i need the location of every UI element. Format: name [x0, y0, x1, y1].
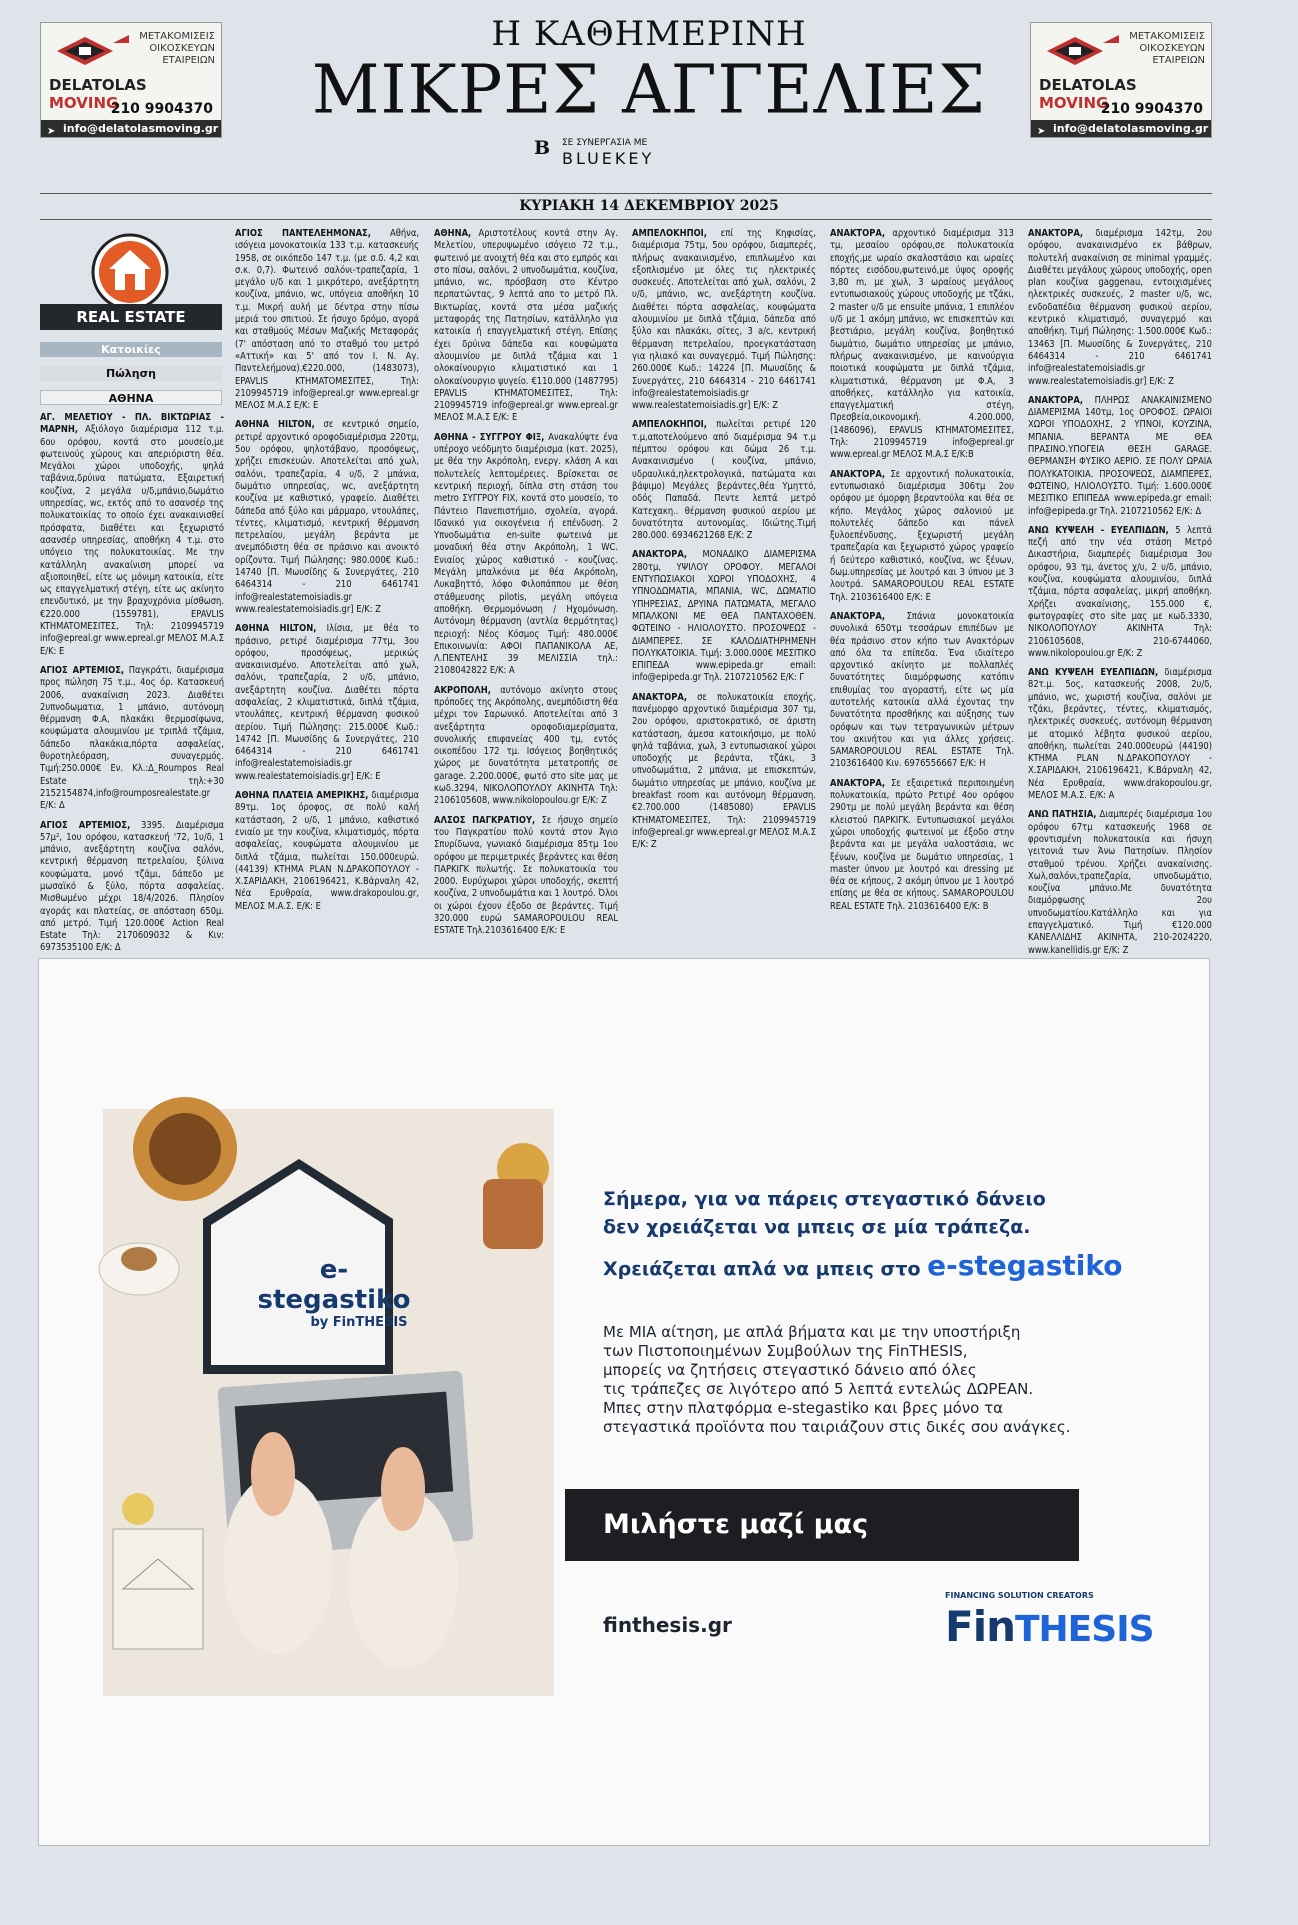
- classified-ad: ΑΝΑΚΤΟΡΑ, Σε εξαιρετικά περιποιημένη πολυκατοικία, πρώτο Ρετιρέ 4ου ορόφου 290τμ με πολύ μεγάλη βεράντα και θέση κλειστού ΠΑΡΚΙΓΚ. Εντυπωσιακοί μεγάλοι χώροι υποδοχής φωτεινοί με έξοδο στην βεράντα και με μεγάλα υαλοστάσια, wc ξένων, κουζίνα με δωμάτιο υπηρεσίας, 1 master ύπνου με λουτρό και dressing με θέα σε κήπους, 2 ακόμη ύπνου με 1 λουτρό επίσης με θέα σε κήπους. SAMAROPOULOU REAL ESTATE Τηλ. 2103616400 E/K: B: [830, 777, 1015, 912]
- classified-ad: ΑΝΩ ΠΑΤΗΣΙΑ, Διαμπερές διαμέρισμα 1ου ορόφου 67τμ κατασκευής 1968 σε φροντισμένη πολυκατοικία και ήσυχη γειτονιά των Άνω Πατησίων. Πλησίον σταθμού τρένου. Χρήζει ανακαίνισης. Χωλ,σαλόνι,τραπεζαρία, υπνοδωμάτιο, κουζίνα μπάνιο.Με δυνατότητα διαμόρφωσης 2ου υπνοδωματίου.Κατάλληλο και για επαγγελματικό. Τιμή €120.000 ΚΑΝΕΛΛΙΔΗΣ ΑΚΙΝΗΤΑ, 210-2024220, www.kanellidis.gr E/K: Z: [1028, 809, 1212, 956]
- classified-ad: ΑΜΠΕΛΟΚΗΠΟΙ, επί της Κηφισίας, διαμέρισμα 75τμ, 5ου ορόφου, διαμπερές, πλήρως ανακαινισμένο, επιπλωμένο και εξοπλισμένο με όλες τις ηλεκτρικές συσκευές. Αποτελείται από χωλ, σαλόνι, 2 υ/δ, μπάνιο, wc, ανεξάρτητη κουζίνα. Διαθέτει πόρτα ασφαλείας, κουφώματα αλουμινίου με διπλά τζάμια, δάπεδα από ξύλο και πλακάκι, σίτες, 3 a/c, κεντρική θέρμανση πετρελαίου, προεγκατάσταση για ηλιακό και συναγερμό. Τιμή Πώλησης: 260.000€ Κωδ.: 14224 [Π. Μωυσίδης & Συνεργάτες, 210 6464314 - 210 6461741 info@realestatemoisiadis.gr www.realestatemoisiadis.gr] E/K: Z: [632, 228, 817, 412]
- screen-by-fin: by Fin: [310, 1315, 356, 1330]
- masthead-title: ΜΙΚΡΕΣ ΑΓΓΕΛΙΕΣ: [311, 50, 987, 129]
- ad-brand-moving: MOVING: [49, 94, 119, 112]
- ad-email[interactable]: info@delatolasmoving.gr: [63, 122, 219, 135]
- divider: [40, 193, 1212, 194]
- classified-ad: ΑΝΑΚΤΟΡΑ, Σε αρχοντική πολυκατοικία, εντυπωσιακό διαμέρισμα 306τμ 2ου ορόφου με όμορφη βεραντούλα και θέα σε κήπο. Μεγάλος χώρος σαλονιού με πολυτελές δάπεδο και πάνελ ξυλοεπένδυσης, ξεχωριστή μεγάλη τραπεζαρία και ξεχωριστό χώρος γραφείο ή δεύτερο καθιστικό, κουζίνα, wc ξένων, δωμ.υπηρεσίας με λουτρό και 3 ύπνου με 3 λουτρά. SAMAROPOULOU REAL ESTATE Τηλ. 2103616400 E/K: E: [830, 468, 1015, 603]
- classifieds-column-2: [235, 228, 419, 928]
- ad-headline-3: Χρειάζεται απλά να μπεις στο: [603, 1258, 928, 1280]
- screen-logo: [249, 1255, 419, 1331]
- classified-ad: ΑΘΗΝΑ, Αριστοτέλους κοντά στην Αγ. Μελετίου, υπερυψωμένο ισόγειο 72 τ.μ., φωτεινό με ανοιχτή θέα και στο εμπρός και στο πίσω, σαλόνι, 2 υπνοδωμάτια, κουζίνα, μπάνιο, wc, πρόσβαση στο Κέντρο περπατώντας, 9 λεπτά απο το μετρό Πλ. Βικτωρίας, κοντά στα μέσα μαζικής μεταφοράς της Πατησίων, κατάλληλο για κατοικία ή επαγγελματική στέγη. Επίσης έχει δρύινα δάπεδα και κουφώματα αλουμινίου με διπλά τζάμια και 1 ολοκαίνουργιο κλιματιστικό και 1 ολοκαίνουργιο ψυγείο. €110.000 (1487795) EPAVLIS KTHMATOMEΣΙΤΕΣ, Τηλ: 2109945719 info@epreal.gr www.epreal.gr ΜΕΛΟΣ Μ.Α.Σ E/K: E: [434, 228, 618, 424]
- ad-email-bar[interactable]: [41, 120, 221, 137]
- classified-ad: ΑΘΗΝΑ - ΣΥΓΓΡΟΥ ΦΙΞ, Ανακαλύψτε ένα υπέροχο νεόδμητο διαμέρισμα (κατ. 2025), με θέα την Ακρόπολη, ενεργ. κλάση Α και πολυτελείς λεπτομέρειες. Βρίσκεται σε κεντρική περιοχή, δίπλα στη στάση του metro ΣΥΓΓΡΟΥ FIX, κοντά στο μουσείο, το Πάντειο Πανεπιστήμιο, σχολεία, αγορά. Ιδανικό για οικογένεια ή επένδυση. 2 Υπνοδωμάτια en-suite φωτεινά με μοναδική θέα στην Ακρόπολη, 1 WC. Ενιαίος χώρος καθιστικό - κουζίνας. Μεγάλη μπαλκόνια με θέα Ακρόπολη, Λυκαβηττό, λόφο Φιλοπάππου με θέση στάθμευσης pilotis, μεγάλη υπόγεια αποθήκη. Θερμομόνωση / Ηχομόνωση. Αυτόνομη θέρμανση (αντλία θερμότητας) περιοχή: Νέος Κόσμος Τιμή: 480.000€ Επικοινωνία: ΑΦΟΙ ΠΑΠΑΝΙΚΟΛΑ ΑΕ, Λ.ΠΕΝΤΕΛΗΣ 39 ΜΕΛΙΣΣΙΑ τηλ.: 2108042822 E/K: A: [434, 431, 618, 677]
- ad-body-6: στεγαστικά προϊόντα που ταιριάζουν στις δικές σου ανάγκες.: [603, 1418, 1071, 1436]
- classified-ad: ΑΓΙΟΣ ΑΡΤΕΜΙΟΣ, Παγκράτι, διαμέρισμα προς πώληση 75 τ.μ., 4ος όρ. Κατασκευή 2006, ανακαίνιση 2023. Διαθέτει 2υπνοδωματια, 1 μπάνιο, αυτόνομη θέρμανση Φ.Α, πλακάκι θερμοσίφωνα, κουφώματα αλουμινίου με τριπλά τζάμια, δάπεδο πλακάκια,πόρτα ασφαλείας, θυροτηλεόραση, συναγερμός. Τιμή:250.000€ Εν. Κλ.:Δ_Roumpos Real Estate τηλ:+30 2152154874,info@roumposrealestate.gr E/K: Δ: [40, 664, 225, 812]
- ad-brand: DELATOLAS: [1039, 76, 1137, 94]
- classified-ad: ΑΛΣΟΣ ΠΑΓΚΡΑΤΙΟΥ, Σε ήσυχο σημείο του Παγκρατίου πολύ κοντά στον Άγιο Σπυρίδωνα, γωνιακό διαμέρισμα 85τμ 1ου ορόφου με περιμετρικές βεράντες και θέση ΠΑΡΚΙΓΚ πυλωτής. Σε πολυκατοικία του 2000. Ευρύχωροι χώροι υποδοχής, σκεπτή κουζίνα, 2 υπνοδωμάτια και 1 λουτρό. Όλοι οι χώροι έχουν έξοδο σε βεράντες. Τιμή 320.000 ευρώ SAMAROPOULOU REAL ESTATE Τηλ.2103616400 E/K: E: [434, 814, 618, 937]
- website-link[interactable]: finthesis.gr: [603, 1613, 732, 1637]
- ad-headline-product: e-stegastiko: [927, 1249, 1123, 1282]
- ad-headline-2: δεν χρειάζεται να μπεις σε μία τράπεζα.: [603, 1216, 1031, 1238]
- arrow-icon: ➤: [1037, 126, 1046, 137]
- ad-email[interactable]: info@delatolasmoving.gr: [1053, 122, 1209, 135]
- ad-phone: 210 9904370: [110, 101, 213, 117]
- screen-by-thesis: THESIS: [355, 1315, 408, 1330]
- partner-prefix: ΣΕ ΣΥΝΕΡΓΑΣΙΑ ΜΕ: [562, 138, 648, 148]
- classified-ad: ΑΝΑΚΤΟΡΑ, αρχοντικό διαμέρισμα 313 τμ, μεσαίου ορόφου,σε πολυκατοικία εποχής,με ωραίο σκαλοστάσιο και ωραίες πόρτες εισόδου,φωτεινό,με ύψος οροφής 3,80 m, με χωλ, 3 ωραίους μεγάλους εντυπωσιακούς χώρους υποδοχής με τζάκι, 2 master υ/δ με ensuite μπάνια, 1 επιπλέον υ/δ με 1 ακόμη μπάνιο, wc επισκεπτών και βεστιάριο, μεγάλη κουζίνα, βοηθητικό δωμάτιο, δωμάτιο υπηρεσίας με μπάνιο, πλήρως ανακαινισμένο, με καινούργια ποιοτικά κουφώματα με διπλά τζάμια, κλιματιστικά, θέρμανση με Φ.Α, 3 αποθήκες, κατάλληλο για κατοικία, επαγγελματική στέγη, Πρεσβεία,οικονομική. 4.200.000,(1486096), EPAVLIS KTHMATOMEΣΙΤΕΣ, Τηλ: 2109945719 info@epreal.gr www.epreal.gr ΜΕΛΟΣ Μ.Α.Σ E/K:B: [830, 228, 1014, 461]
- classified-ad: ΑΝΩ ΚΥΨΕΛΗ ΕΥΕΛΠΙΔΩΝ, διαμέρισμα 82τ.μ. 5ος, κατασκευής 2008, 2υ/δ, μπάνιο, wc, χωριστή κουζίνα, σαλόνι με τζάκι, βεράντες, τέντες, κλιματισμός, ηλεκτρικές συσκευές, αυτόνομη θέρμανση με ατομικό λέβητα φυσικού αερίου, αποθήκη, πωλείται 240.000ευρώ (44190) ΚΤΗΜΑ PLAN Ν.ΔΡΑΚΟΠΟΥΛΟΥ - Χ.ΣΑΡΙΔΑΚΗ, 2106196421, Κ.Βάρναλη 42, Νέα Ερυθραία, www.drakopoulou.gr, ΜΕΛΟΣ Μ.Α.Σ. E/K: A: [1028, 667, 1212, 802]
- ad-tagline: ΜΕΤΑΚΟΜΙΣΕΙΣ ΟΙΚΟΣΚΕΥΩΝ ΕΤΑΙΡΕΙΩΝ: [1129, 31, 1205, 66]
- classified-ad: ΑΝΑΚΤΟΡΑ, ΠΛΗΡΩΣ ΑΝΑΚΑΙΝΙΣΜΕΝΟ ΔΙΑΜΕΡΙΣΜΑ 140τμ, 1ος ΟΡΟΦΟΣ. ΩΡΑΙΟΙ ΧΩΡΟΙ ΥΠΟΔΟΧΗΣ, 2 ΥΠΝΟΙ, ΚΟΥΖΙΝΑ, ΜΠΑΝΙΑ. ΒΕΡΑΝΤΑ ΜΕ ΘΕΑ ΠΡΑΣΙΝΟ.ΥΠΟΓΕΙΑ ΘΕΣΗ GARAGE. ΘΕΡΜΑΝΣΗ ΦΥΣΙΚΟ ΑΕΡΙΟ. ΣΕ ΠΟΛΥ ΩΡΑΙΑ ΠΟΛΥΚΑΤΟΙΚΙΑ. ΠΡΟΣΟΨΕΩΣ, ΔΙΑΜΠΕΡΕΣ, ΦΩΤΕΙΝΟ, ΗΛΙΟΛΟΥΣΤΟ. Τιμή: 1.600.000€ ΜΕΣΙΤΙΚΟ ΕΠΙΠΕΔΑ www.epipeda.gr email: info@epipeda.gr Τηλ. 2107210562 E/K: Δ: [1028, 394, 1213, 517]
- ad-tagline: ΜΕΤΑΚΟΜΙΣΕΙΣ ΟΙΚΟΣΚΕΥΩΝ ΕΤΑΙΡΕΙΩΝ: [139, 31, 215, 66]
- classified-ad: ΑΝΑΚΤΟΡΑ, σε πολυκατοικία εποχής, πανέμορφο αρχοντικό διαμέρισμα 307 τμ, 2ου ορόφου, αριστοκρατικό, σε άριστη κατάσταση, άμεσα κατοικήσιμο, με πολύ ψηλά ταβάνια, χωλ, 3 εντυπωσιακοί χώροι υποδοχής με βεράντα, τζάκι, 3 υπνοδωμάτια, 2 μπάνια, με επισκεπτών, δωμάτιο υπηρεσίας με μπάνιο, κουζίνα με breakfast room και αυτόνομη θέρμανση. €2.700.000 (1485080) EPAVLIS KTHMATOMEΣΙΤΕΣ, Τηλ: 2109945719 info@epreal.gr www.epreal.gr ΜΕΛΟΣ Μ.Α.Σ E/K: Z: [632, 691, 816, 851]
- ad-brand: DELATOLAS: [49, 76, 147, 94]
- ad-body-1: Με ΜΙΑ αίτηση, με απλά βήματα και με την υποστήριξη: [603, 1323, 1021, 1341]
- laptop-photo: [103, 1109, 554, 1696]
- classified-ad: ΑΝΑΚΤΟΡΑ, διαμέρισμα 142τμ, 2ου ορόφου, ανακαινισμένο εκ βάθρων, πολυτελή ανακαίνιση σε minimal γραμμές. Διαθέτει μεγάλους χώρους υποδοχής, open plan κουζίνα gaggenau, εντοιχισμένες ηλεκτρικές συσκευές, 2 master υ/δ, wc, ενδοδαπέδια θέρμανση φυσικού αερίου, κεντρικό κλιματισμό, συναγερμό και αποθήκη. Τιμή Πώλησης: 1.500.000€ Κωδ.: 13463 [Π. Μωυσίδης & Συνεργάτες, 210 6464314 - 210 6461741 info@realestatemoisiadis.gr www.realestatemoisiadis.gr] E/K: Z: [1028, 228, 1213, 387]
- classified-ad: ΑΝΑΚΤΟΡΑ, Σπάνια μονοκατοικία συνολικά 650τμ τεσσάρων επιπέδων με θέα πράσινο στον κήπο των Ανακτόρων από όλα τα επίπεδα. Ένα ιδιαίτερο αρχοντικό ακίνητο με πολλαπλές δυνατότητες διαμόρφωσης κατόπιν επιθυμίας του αγοραστή, είτε ως μία αυτοτελής κατοικία αλλά έχοντας την δυνατότητα προσθήκης και αύξησης των ορόφων και των τετραγωνικών μέτρων του ακινήτου και για άλλες χρήσεις. SAMAROPOULOU REAL ESTATE Τηλ. 2103616400 Κιν. 6976556667 E/K: H: [830, 610, 1014, 770]
- screen-product-name: e-stegastiko: [257, 1255, 411, 1315]
- contact-us-button[interactable]: Μιλήστε μαζί μας: [565, 1489, 1079, 1561]
- category-strip: Κατοικίες: [40, 342, 222, 357]
- classifieds-column-5: [830, 228, 1014, 928]
- classifieds-column-3: [434, 228, 619, 937]
- classifieds-column-4: [632, 228, 816, 928]
- classified-ad: ΑΓ. ΜΕΛΕΤΙΟΥ - ΠΛ. ΒΙΚΤΩΡΙΑΣ - ΜΑΡΝΗ, Αξιόλογο διαμέρισμα 112 τ.μ. 6ου ορόφου, κοντά στο μουσείο,με φωτεινούς χώρους και απεριόριστη θέα. Μεγάλοι χώροι υποδοχής, ψηλά ταβάνια,δρύινα πατώματα, Εξαιρετική κουζίνα, 2 μεγάλα υ/δ,μπάνιο,δωμάτιο υπηρεσίας, wc, εκτός από το ασανσέρ της πολυκατοικίας το οποίο έχει ανακαινισθεί πρόσφατα, διαθέτει και ξεχωριστό ασανσέρ υπηρεσίας, αποθήκη 4 τ.μ. στο υπόγειο της πολυκατοικίας. Με την κατάλληλη ανακαίνιση μπορεί να αξιοποιηθεί, είτε ως μόνιμη κατοικία, είτε ως επαγγελματική στέγη, είτε ως ακίνητο επενδυτικό, με την βραχυχρόνια μίσθωση. €220.000 (1559781), EPAVLIS KTHMATOMEΣΙΤΕΣ, Τηλ: 2109945719 info@epreal.gr www.epreal.gr ΜΕΛΟΣ Μ.Α.Σ E/K: E: [40, 412, 224, 657]
- ad-body-3: μπορείς να ζητήσεις στεγαστικό δάνειο από όλες: [603, 1361, 977, 1379]
- partner-name: BLUEKEY: [562, 149, 655, 168]
- subcategory-strip: Πώληση: [40, 366, 222, 381]
- bluekey-logo-icon: B: [534, 137, 551, 159]
- logo-fin: Fin: [945, 1602, 1015, 1651]
- ad-headline-1: Σήμερα, για να πάρεις στεγαστικό δάνειο: [603, 1188, 1046, 1210]
- house-icon: [87, 234, 173, 314]
- classified-ad: ΑΘΗΝΑ HILTON, Ιλίσια, με θέα το πράσινο, ρετιρέ διαμέρισμα 77τμ, 3ου ορόφου, προσόψεως, μερικώς ανακαινισμένο. Αποτελείται από χωλ, σαλόνι, τραπεζαρία, 2 υ/δ, μπάνιο, ανεξάρτητη κουζίνα. Διαθέτει πόρτα ασφαλείας, 2 κλιματιστικά, διπλά τζάμια, ντουλάπες, κεντρική θέρμανση φυσικού αερίου. Τιμή Πώλησης: 215.000€ Κωδ.: 14742 [Π. Μωυσίδης & Συνεργάτες, 210 6464314 - 210 6461741 info@realestatemoisiadis.gr www.realestatemoisiadis.gr] E/K: E: [235, 623, 420, 782]
- laptop-illustration-icon: [103, 1109, 554, 1696]
- moving-logo-icon: [51, 33, 131, 69]
- area-strip: ΑΘΗΝΑ: [40, 390, 222, 405]
- classified-ad: ΑΘΗΝΑ ΠΛΑΤΕΙΑ ΑΜΕΡΙΚΗΣ, διαμέρισμα 89τμ. 1ος όροφος, σε πολύ καλή κατάσταση, 2 υ/δ, 1 μπάνιο, καθιστικό ενιαίο με την κουζίνα, κλιματισμός, πόρτα ασφαλείας, κουφώματα αλουμινίου με διπλά τζάμια, πωλείται 150.000ευρώ. (44139) ΚΤΗΜΑ PLAN Ν.ΔΡΑΚΟΠΟΥΛΟΥ - Χ.ΣΑΡΙΔΑΚΗ, 2106196421, Κ.Βάρναλη 42, Νέα Ερυθραία, www.drakopoulou.gr, ΜΕΛΟΣ Μ.Α.Σ. E/K: E: [235, 790, 419, 912]
- masthead-newspaper: Η ΚΑΘΗΜΕΡΙΝΗ: [491, 14, 807, 54]
- ad-phone: 210 9904370: [1100, 101, 1203, 117]
- issue-date: ΚΥΡΙΑΚΗ 14 ΔΕΚΕΜΒΡΙΟΥ 2025: [519, 198, 779, 214]
- logo-thesis: THESIS: [1015, 1609, 1154, 1650]
- ad-email-bar[interactable]: [1031, 120, 1211, 137]
- classifieds-column-1: [40, 412, 225, 954]
- classified-ad: ΑΝΑΚΤΟΡΑ, ΜΟΝΑΔΙΚΟ ΔΙΑΜΕΡΙΣΜΑ 280τμ, ΥΨΙΛΟΥ ΟΡΟΦΟΥ. ΜΕΓΑΛΟΙ ΕΝΤΥΠΩΣΙΑΚΟΙ ΧΩΡΟΙ ΥΠΟΔΟΧΗΣ, 4 ΥΠΝΟΔΩΜΑΤΙΑ, ΜΠΑΝΙΑ, WC, ΔΩΜΑΤΙΟ ΥΠΗΡΕΣΙΑΣ, ΔΡΥΙΝΑ ΠΑΤΩΜΑΤΑ, ΜΕΓΑΛΟ ΜΠΑΛΚΟΝΙ ΜΕ ΘΕΑ ΠΑΝΤΑΧΟΘΕΝ. ΦΩΤΕΙΝΟ - ΗΛΙΟΛΟΥΣΤΟ. ΠΡΟΣΟΨΕΩΣ - ΔΙΑΜΠΕΡΕΣ. ΣΕ ΚΑΛΟΔΙΑΤΗΡΗΜΕΝΗ ΠΟΛΥΚΑΤΟΙΚΙΑ. Τιμή: 3.000.000€ ΜΕΣΙΤΙΚΟ ΕΠΙΠΕΔΑ www.epipeda.gr email: info@epipeda.gr Τηλ. 2107210562 E/K: Γ: [632, 549, 816, 684]
- section-label: REAL ESTATE: [40, 304, 222, 330]
- logo-tagline: FINANCING SOLUTION CREATORS: [945, 1591, 1094, 1600]
- divider: [40, 219, 1212, 220]
- classified-ad: ΑΘΗΝΑ HILTON, σε κεντρικό σημείο, ρετιρέ αρχοντικό οροφοδιαμέρισμα 220τμ, 5ου ορόφου, ψηλοτάβανο, προσόψεως, χρήζει επισκευών. Αποτελείται από χωλ, σαλόνι, τραπεζαρία, 4 υ/δ, 2 μπάνια, δωμάτιο υπηρεσίας, wc, ανεξάρτητη κουζίνα με καθιστικό, γραφείο. Διαθέτει δάπεδα από ξύλο και μάρμαρο, ντουλάπες, τέντες, κλιματισμό, κεντρική θέρμανση πετρελαίου, μεγάλη βεράντα με ανεμπόδιστη θέα σε πράσινο και ανοικτό ορίζοντα. Τιμή Πώλησης: 980.000€ Κωδ.: 14740 [Π. Μωυσίδης & Συνεργάτες, 210 6464314 - 210 6461741 info@realestatemoisiadis.gr www.realestatemoisiadis.gr] E/K: Z: [235, 419, 420, 615]
- finthesis-logo: [945, 1603, 1154, 1654]
- classifieds-column-6: [1028, 228, 1213, 956]
- finthesis-advert[interactable]: [38, 958, 1210, 1846]
- ad-body-4: τις τράπεζες σε λιγότερο από 5 λεπτά εντελώς ΔΩΡΕΑΝ.: [603, 1380, 1034, 1398]
- ad-body-2: των Πιστοποιημένων Συμβούλων της FinTHESIS,: [603, 1342, 968, 1360]
- delatolas-ad-left[interactable]: [40, 22, 222, 138]
- classified-ad: ΑΚΡΟΠΟΛΗ, αυτόνομο ακίνητο στους πρόποδες της Ακρόπολης, ανεμπόδιστη θέα μέχρι τον Σαρωνικό. Αποτελείται από 3 ανεξάρτητα οροφοδιαμερίσματα, συνολικής επιφανείας 400 τμ, εντός οικοπέδου 172 τμ. Ισόγειος βοηθητικός χώρος με δυνατότητα μετατροπής σε garage. 2.200.000€, φωτό στο site μας με κωδ.3294, ΝΙΚΟΛΟΠΟΥΛΟΥ ΑΚΙΝΗΤΑ Τηλ: 2106105608, www.nikolopoulou.gr E/K: Z: [434, 684, 619, 807]
- arrow-icon: ➤: [47, 126, 56, 137]
- classified-ad: ΑΝΩ ΚΥΨΕΛΗ - ΕΥΕΛΠΙΔΩΝ, 5 λεπτά πεζή από την νέα στάση Μετρό Δικαστήρια, διαμπερές διαμέρισμα 3ου ορόφου, 93 τμ, άνετος χ/υ, 2 υ/δ, μπάνιο, κουζίνα, κουφώματα αλουμινίου, διπλά τζάμια, πόρτα ασφαλείας, μικρή αποθήκη. Χρήζει ανακαίνισης, 155.000 €, φωτογραφίες στο site μας με κωδ.3330, ΝΙΚΟΛΟΠΟΥΛΟΥ ΑΚΙΝΗΤΑ Τηλ: 2106105608, 210-6744060, www.nikolopoulou.gr E/K: Z: [1028, 524, 1213, 659]
- classified-ad: ΑΜΠΕΛΟΚΗΠΟΙ, πωλείται ρετιρέ 120 τ.μ,αποτελούμενο από διαμέρισμα 94 τ.μ πέμπτου ορόφου και δώμα 26 τ.μ. Ανακαινισμένο ( κουζίνα, μπάνιο, υδραυλικά,ηλεκτρολογικά, πατώματα και βάψιμο) Μεγάλες βεράντες,θέα Υμηττό, οδός Παπαδά. Πεντε λεπτά μετρό Κατεχακη.. θέρμανση φυσικού αερίου με δυνατότητα αυτονομίας. Ιδιώτης.Τιμή 280.000. 6934621268 E/K: Z: [632, 419, 817, 542]
- classified-ad: ΑΓΙΟΣ ΠΑΝΤΕΛΕΗΜΟΝΑΣ, Αθήνα, ισόγεια μονοκατοικία 133 τ.μ. κατασκευής 1958, σε οικόπεδο 147 τ.μ. (με σ.δ. 4,2 και σ.κ. 0,7). Φωτεινό σαλόνι-τραπεζαρία, 1 μεγάλο υ/δ και 1 μικρότερο, ανεξάρτητη κουζίνα, μπάνιο, wc, υπόγεια αποθήκη 10 τ.μ. Μικρή αυλή με δέντρα στην πίσω μεριά του σπιτιού. Σε ήσυχο δρόμο, αγορά και σταθμούς Μέσων Μαζικής Μεταφοράς (7' απόσταση από το σταθμό του μετρό «Αττική» και 5' από τον Ι. Ν. Αγ. Παντελεήμονα).€220.000, (1483073), EPAVLIS KTHMATOMEΣΙΤΕΣ, Τηλ: 2109945719 info@epreal.gr www.epreal.gr ΜΕΛΟΣ Μ.Α.Σ E/K: E: [235, 228, 420, 412]
- ad-brand-moving: MOVING: [1039, 94, 1109, 112]
- ad-body-5: Μπες στην πλατφόρμα e-stegastiko και βρες μόνο τα: [603, 1399, 1004, 1417]
- classified-ad: ΑΓΙΟΣ ΑΡΤΕΜΙΟΣ, 3395. Διαμέρισμα 57μ², 1ου ορόφου, κατασκευή '72, 1υ/δ, 1 μπάνιο, ανεξάρτητη κουζίνα σαλόνι, κεντρική θέρμανση πετρελαίου, ξύλινα κουφώματα, μονό τζάμι, δάπεδο με μωσαϊκό & ξύλο, πόρτα ασφαλείας. Μισθωμένο μέχρι 18/4/2026. Πλησίον αγοράς και πλατείας, σε απόσταση 650μ. από μετρό. Τιμή 120.000€ Action Real Estate Τηλ: 2170609032 & Κιν: 6973535100 E/K: Δ: [40, 819, 225, 954]
